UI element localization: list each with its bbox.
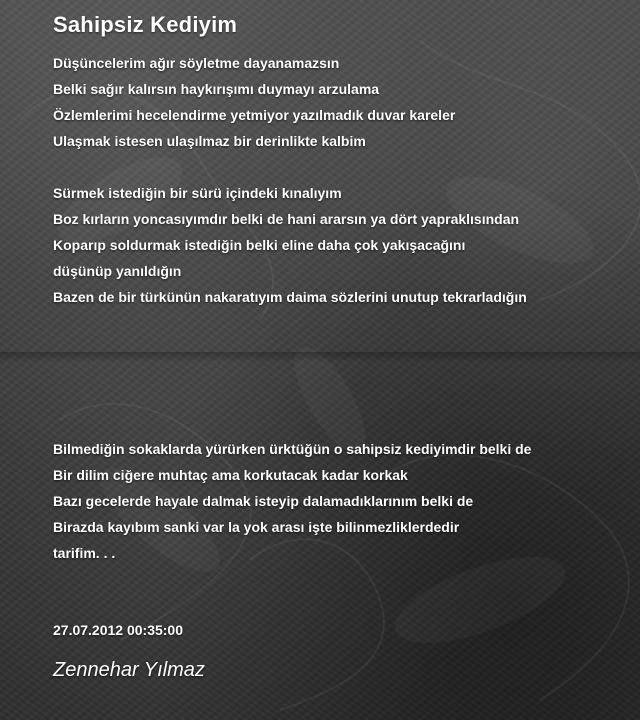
- poem-line: Düşüncelerim ağır söyletme dayanamazsın: [53, 55, 340, 71]
- poem-line: tarifim. . .: [53, 545, 116, 561]
- poem-line: Özlemlerimi hecelendirme yetmiyor yazılmadık duvar kareler: [53, 107, 456, 123]
- poem-line: Bilmediğin sokaklarda yürürken ürktüğün o sahipsiz kediyimdir belki de: [53, 441, 532, 457]
- poem-date: 27.07.2012 00:35:00: [53, 622, 183, 638]
- poem-author: Zennehar Yılmaz: [53, 659, 205, 681]
- poem-line: Ulaşmak istesen ulaşılmaz bir derinlikte kalbim: [53, 133, 366, 149]
- section-divider: [0, 352, 640, 362]
- poem-line: Belki sağır kalırsın haykırışımı duymayı arzulama: [53, 81, 380, 97]
- stanza-2: [53, 180, 527, 310]
- poem-line: düşünüp yanıldığın: [53, 263, 182, 279]
- poem-line: Bazı gecelerde hayale dalmak isteyip dalamadıklarınım belki de: [53, 493, 474, 509]
- poem-line: Bir dilim ciğere muhtaç ama korkutacak kadar korkak: [53, 467, 408, 483]
- stanza-1: [53, 50, 455, 154]
- poem-line: Koparıp soldurmak istediğin belki eline daha çok yakışacağını: [53, 237, 466, 253]
- poem-line: Birazda kayıbım sanki var la yok arası işte bilinmezliklerdedir: [53, 519, 460, 535]
- poem-line: Boz kırların yoncasıyımdır belki de hani ararsın ya dört yapraklısından: [53, 211, 520, 227]
- poem-title: Sahipsiz Kediyim: [53, 12, 238, 37]
- poem-line: Sürmek istediğin bir sürü içindeki kınalıyım: [53, 185, 342, 201]
- poem-line: Bazen de bir türkünün nakaratıyım daima sözlerini unutup tekrarladığın: [53, 289, 527, 305]
- stanza-3: [53, 436, 531, 566]
